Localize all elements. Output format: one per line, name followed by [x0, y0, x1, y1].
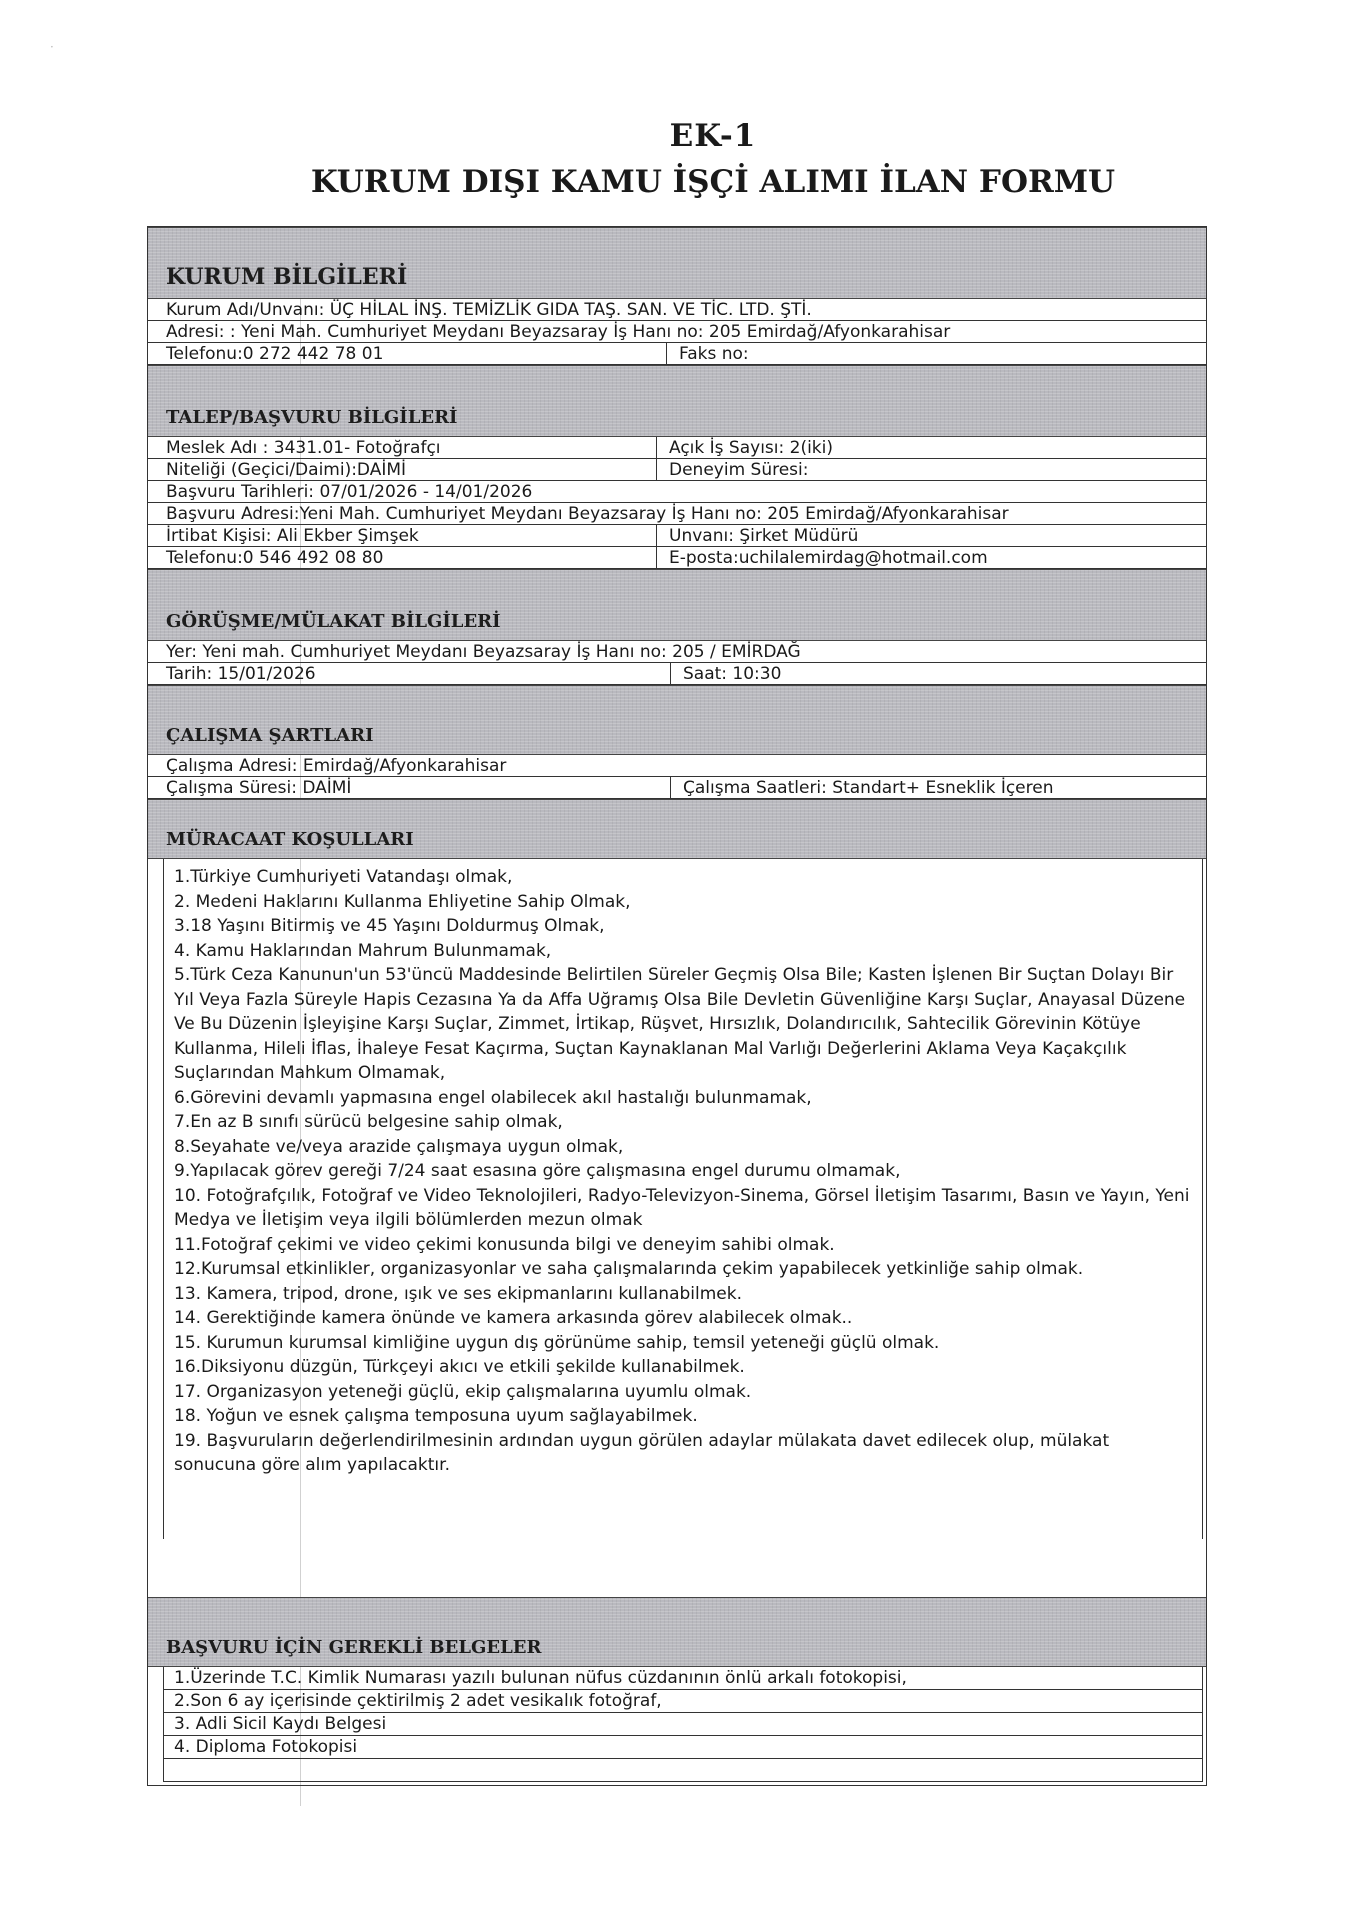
unvan: Unvanı: Şirket Müdürü	[656, 525, 858, 546]
condition-item: 2. Medeni Haklarını Kullanma Ehliyetine Sahip Olmak,	[174, 891, 631, 912]
section-belgeler-heading: BAŞVURU İÇİN GEREKLİ BELGELER	[148, 1597, 1206, 1667]
document-item: 3. Adli Sicil Kaydı Belgesi	[164, 1713, 1202, 1736]
nitelik-row	[148, 459, 1206, 481]
acik-is-sayisi: Açık İş Sayısı: 2(iki)	[656, 437, 833, 458]
meslek-row	[148, 437, 1206, 459]
document-item: 4. Diploma Fotokopisi	[164, 1736, 1202, 1759]
calisma-suresi-row	[148, 777, 1206, 799]
condition-item: 16.Diksiyonu düzgün, Türkçeyi akıcı ve etkili şekilde kullanabilmek.	[174, 1357, 745, 1377]
irtibat-kisisi: İrtibat Kişisi: Ali Ekber Şimşek	[166, 526, 419, 546]
calisma-adresi-row	[148, 755, 1206, 777]
condition-item: 17. Organizasyon yeteneği güçlü, ekip çalışmalarına uyumlu olmak.	[174, 1381, 752, 1402]
belgeler-list	[163, 1667, 1203, 1782]
section-muracaat-heading: MÜRACAAT KOŞULLARI	[148, 799, 1206, 859]
condition-item: 10. Fotoğrafçılık, Fotoğraf ve Video Teknolojileri, Radyo-Televizyon-Sinema, Görsel İletişim Tasarımı, Basın ve Yayın, Yeni Medya ve İletişim veya ilgili bölümlerden mezun olmak	[174, 1185, 1190, 1230]
condition-item: 12.Kurumsal etkinlikler, organizasyonlar ve saha çalışmalarında çekim yapabilecek yetkinliğe sahip olmak.	[174, 1259, 1084, 1279]
condition-item: 4. Kamu Haklarından Mahrum Bulunmamak,	[174, 940, 552, 961]
meslek-adi: Meslek Adı : 3431.01- Fotoğrafçı	[166, 438, 441, 458]
mulakat-yer-row	[148, 641, 1206, 663]
condition-item: 5.Türk Ceza Kanunun'un 53'üncü Maddesinde Belirtilen Süreler Geçmiş Olsa Bile; Kasten İşlenen Bir Suçtan Dolayı Bir Yıl Veya Fazla Süreyle Hapis Cezasına Ya da Affa Uğramış Olsa Bile Devletin Güvenliğine Karşı Suçlar, Anayasal Düzene Ve Bu Düzenin İşleyişine Karşı Suçlar, Zimmet, İrtikap, Rüşvet, Hırsızlık, Dolandırıcılık, Sahtecilik Görevinin Kötüye Kullanma, Hileli İflas, İhaleye Fesat Kaçırma, Suçtan Kaynaklanan Mal Varlığı Değerlerini Aklama Veya Kaçakçılık Suçlarından Mahkum Olmamak,	[174, 965, 1186, 1083]
kurum-adi-row	[148, 299, 1206, 321]
condition-item: 1.Türkiye Cumhuriyeti Vatandaşı olmak,	[174, 867, 513, 887]
document-item	[164, 1759, 1202, 1782]
calisma-adresi: Çalışma Adresi: Emirdağ/Afyonkarahisar	[166, 756, 507, 776]
kurum-telefon-row	[148, 343, 1206, 365]
kurum-faks: Faks no:	[666, 343, 749, 364]
basvuru-adresi-row	[148, 503, 1206, 525]
kurum-telefon: Telefonu:0 272 442 78 01	[166, 344, 384, 364]
condition-item: 14. Gerektiğinde kamera önünde ve kamera arkasında görev alabilecek olmak..	[174, 1308, 853, 1328]
muracaat-conditions-list	[163, 859, 1203, 1539]
section-kurum-heading: KURUM BİLGİLERİ	[148, 227, 1206, 299]
talep-telefon: Telefonu:0 546 492 08 80	[166, 548, 384, 568]
condition-item: 8.Seyahate ve/veya arazide çalışmaya uygun olmak,	[174, 1136, 624, 1157]
section-calisma-heading: ÇALIŞMA ŞARTLARI	[148, 685, 1206, 755]
iletisim-row	[148, 547, 1206, 569]
scan-mark: ·	[50, 40, 54, 54]
document-item: 1.Üzerinde T.C. Kimlik Numarası yazılı bulunan nüfus cüzdanının önlü arkalı fotokopisi,	[164, 1667, 1202, 1690]
document-item: 2.Son 6 ay içerisinde çektirilmiş 2 adet vesikalık fotoğraf,	[164, 1690, 1202, 1713]
form-title-block	[0, 118, 1358, 200]
basvuru-tarihleri: Başvuru Tarihleri: 07/01/2026 - 14/01/2026	[166, 482, 533, 502]
condition-item: 19. Başvuruların değerlendirilmesinin ardından uygun görülen adaylar mülakata davet edilecek olup, mülakat sonucuna göre alım yapılacaktır.	[174, 1430, 1110, 1475]
calisma-saatleri: Çalışma Saatleri: Standart+ Esneklik İçeren	[670, 777, 1054, 798]
deneyim-suresi: Deneyim Süresi:	[656, 459, 808, 480]
eposta: E-posta:uchilalemirdag@hotmail.com	[656, 547, 988, 568]
mulakat-tarih: Tarih: 15/01/2026	[166, 664, 316, 684]
announcement-form	[147, 226, 1207, 1786]
form-title: KURUM DIŞI KAMU İŞÇİ ALIMI İLAN FORMU	[310, 164, 1116, 200]
kurum-adres: Adresi: : Yeni Mah. Cumhuriyet Meydanı Beyazsaray İş Hanı no: 205 Emirdağ/Afyonkarahisar	[166, 322, 951, 342]
condition-item: 11.Fotoğraf çekimi ve video çekimi konusunda bilgi ve deneyim sahibi olmak.	[174, 1234, 835, 1255]
basvuru-adresi: Başvuru Adresi:Yeni Mah. Cumhuriyet Meydanı Beyazsaray İş Hanı no: 205 Emirdağ/Afyonkarahisar	[166, 504, 1009, 524]
kurum-adres-row	[148, 321, 1206, 343]
calisma-suresi: Çalışma Süresi: DAİMİ	[166, 778, 352, 798]
annex-label: EK-1	[669, 118, 757, 154]
mulakat-saat: Saat: 10:30	[670, 663, 781, 684]
niteligi: Niteliği (Geçici/Daimi):DAİMİ	[166, 460, 407, 480]
condition-item: 9.Yapılacak görev gereği 7/24 saat esasına göre çalışmasına engel durumu olmamak,	[174, 1161, 901, 1181]
condition-item: 6.Görevini devamlı yapmasına engel olabilecek akıl hastalığı bulunmamak,	[174, 1087, 812, 1108]
basvuru-tarihleri-row	[148, 481, 1206, 503]
section-talep-heading: TALEP/BAŞVURU BİLGİLERİ	[148, 365, 1206, 437]
condition-item: 13. Kamera, tripod, drone, ışık ve ses ekipmanlarını kullanabilmek.	[174, 1283, 742, 1304]
mulakat-tarih-row	[148, 663, 1206, 685]
condition-item: 18. Yoğun ve esnek çalışma temposuna uyum sağlayabilmek.	[174, 1406, 698, 1426]
condition-item: 15. Kurumun kurumsal kimliğine uygun dış görünüme sahip, temsil yeteneği güçlü olmak.	[174, 1332, 940, 1353]
irtibat-row	[148, 525, 1206, 547]
kurum-adi: Kurum Adı/Unvanı: ÜÇ HİLAL İNŞ. TEMİZLİK GIDA TAŞ. SAN. VE TİC. LTD. ŞTİ.	[166, 300, 812, 320]
condition-item: 3.18 Yaşını Bitirmiş ve 45 Yaşını Doldurmuş Olmak,	[174, 916, 605, 936]
condition-item: 7.En az B sınıfı sürücü belgesine sahip olmak,	[174, 1112, 563, 1132]
section-gorusme-heading: GÖRÜŞME/MÜLAKAT BİLGİLERİ	[148, 569, 1206, 641]
mulakat-yer: Yer: Yeni mah. Cumhuriyet Meydanı Beyazsaray İş Hanı no: 205 / EMİRDAĞ	[166, 642, 801, 662]
